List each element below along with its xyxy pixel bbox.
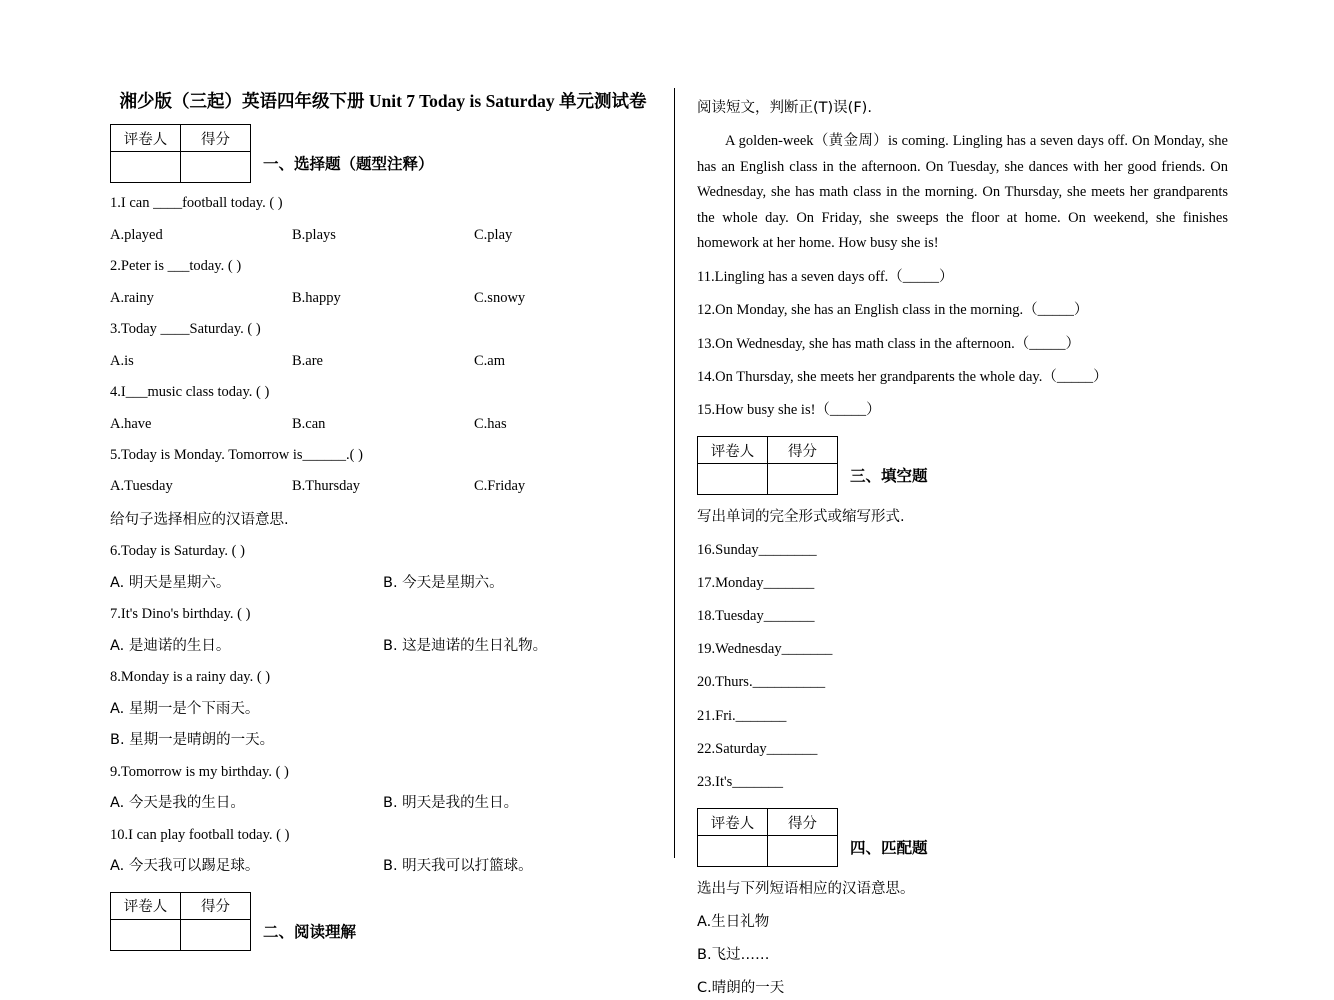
score-table bbox=[110, 124, 251, 183]
section-heading-three: 三、填空题 bbox=[850, 468, 928, 486]
score-block-section-four bbox=[697, 808, 1228, 867]
grader-value-cell[interactable] bbox=[698, 464, 768, 495]
question-9-option-a[interactable]: A. 今天是我的生日。 bbox=[110, 795, 245, 812]
score-label: 得分 bbox=[181, 892, 251, 919]
score-value-cell[interactable] bbox=[181, 919, 251, 950]
score-table bbox=[697, 436, 838, 495]
question-4-option-b[interactable]: B.can bbox=[292, 415, 326, 432]
fill-item-17[interactable]: 17.Monday_______ bbox=[697, 574, 815, 591]
question-8-option-a[interactable]: A. 星期一是个下雨天。 bbox=[110, 700, 260, 717]
score-label: 得分 bbox=[768, 437, 838, 464]
question-5-option-b[interactable]: B.Thursday bbox=[292, 478, 361, 495]
question-6-option-b[interactable]: B. 今天是星期六。 bbox=[383, 574, 504, 591]
grader-value-cell[interactable] bbox=[111, 919, 181, 950]
question-3-stem: 3.Today ____Saturday. ( ) bbox=[110, 321, 261, 338]
fill-item-20[interactable]: 20.Thurs.__________ bbox=[697, 674, 826, 691]
score-table bbox=[110, 892, 251, 951]
question-12[interactable]: 12.On Monday, she has an English class in the morning.（_____） bbox=[697, 302, 1089, 319]
column-divider bbox=[674, 88, 675, 858]
question-5-option-a[interactable]: A.Tuesday bbox=[110, 478, 173, 495]
question-2-stem: 2.Peter is ___today. ( ) bbox=[110, 258, 242, 275]
fill-item-21[interactable]: 21.Fri._______ bbox=[697, 707, 787, 724]
match-option-b[interactable]: B.飞过…… bbox=[697, 946, 770, 963]
question-5-option-c[interactable]: C.Friday bbox=[474, 478, 526, 495]
question-8-option-b[interactable]: B. 星期一是晴朗的一天。 bbox=[110, 732, 275, 749]
question-1-option-a[interactable]: A.played bbox=[110, 226, 163, 243]
question-4-stem: 4.I___music class today. ( ) bbox=[110, 384, 270, 401]
page-title: 湘少版（三起）英语四年级下册 Unit 7 Today is Saturday 单元测试卷 bbox=[119, 91, 647, 111]
grader-value-cell[interactable] bbox=[698, 836, 768, 867]
score-value-cell[interactable] bbox=[181, 152, 251, 183]
score-label: 得分 bbox=[181, 125, 251, 152]
question-10-option-b[interactable]: B. 明天我可以打篮球。 bbox=[383, 858, 533, 875]
question-6-stem: 6.Today is Saturday. ( ) bbox=[110, 543, 245, 560]
fill-item-19[interactable]: 19.Wednesday_______ bbox=[697, 641, 833, 658]
grader-label: 评卷人 bbox=[698, 437, 768, 464]
match-option-a[interactable]: A.生日礼物 bbox=[697, 913, 770, 930]
question-1-stem: 1.I can ____football today. ( ) bbox=[110, 195, 283, 212]
fill-item-18[interactable]: 18.Tuesday_______ bbox=[697, 608, 815, 625]
question-4-option-a[interactable]: A.have bbox=[110, 415, 152, 432]
right-column bbox=[683, 88, 1228, 1000]
question-10-stem: 10.I can play football today. ( ) bbox=[110, 826, 290, 843]
question-9-stem: 9.Tomorrow is my birthday. ( ) bbox=[110, 763, 289, 780]
question-10-option-a[interactable]: A. 今天我可以踢足球。 bbox=[110, 858, 260, 875]
question-9-options bbox=[110, 792, 656, 814]
question-1-options bbox=[110, 224, 656, 246]
reading-passage: A golden-week（黄金周）is coming. Lingling has a seven days off. On Monday, she has an English class in the afternoon. On Tuesday, she dances with her good friends. On Wednesday, she has math class in the morning. On Thursday, she meets her grandparents the whole day. On Friday, she sweeps the floor at home. On weekend, she finishes homework at her home. How busy she is! bbox=[697, 133, 1228, 251]
match-instruction: 选出与下列短语相应的汉语意思。 bbox=[697, 881, 915, 898]
question-2-option-b[interactable]: B.happy bbox=[292, 289, 341, 306]
question-3-option-b[interactable]: B.are bbox=[292, 352, 323, 369]
question-6-option-a[interactable]: A. 明天是星期六。 bbox=[110, 574, 231, 591]
grader-label: 评卷人 bbox=[111, 892, 181, 919]
two-column-body bbox=[110, 88, 1230, 1000]
grader-value-cell[interactable] bbox=[111, 152, 181, 183]
question-11[interactable]: 11.Lingling has a seven days off.（_____） bbox=[697, 269, 954, 286]
left-column bbox=[110, 88, 666, 959]
question-7-option-a[interactable]: A. 是迪诺的生日。 bbox=[110, 637, 231, 654]
fill-item-16[interactable]: 16.Sunday________ bbox=[697, 541, 817, 558]
grader-label: 评卷人 bbox=[698, 809, 768, 836]
section-heading-four: 四、匹配题 bbox=[850, 840, 928, 858]
question-4-option-c[interactable]: C.has bbox=[474, 415, 507, 432]
section-heading-two: 二、阅读理解 bbox=[263, 923, 357, 941]
question-7-options bbox=[110, 635, 656, 657]
question-1-option-c[interactable]: C.play bbox=[474, 226, 513, 243]
question-3-option-a[interactable]: A.is bbox=[110, 352, 134, 369]
match-option-c[interactable]: C.晴朗的一天 bbox=[697, 980, 785, 996]
question-8-stem: 8.Monday is a rainy day. ( ) bbox=[110, 669, 271, 686]
question-7-stem: 7.It's Dino's birthday. ( ) bbox=[110, 606, 251, 623]
score-block-section-two bbox=[110, 892, 656, 951]
question-10-options bbox=[110, 855, 656, 877]
question-2-option-c[interactable]: C.snowy bbox=[474, 289, 526, 306]
fill-item-22[interactable]: 22.Saturday_______ bbox=[697, 740, 818, 757]
reading-instruction: 阅读短文，判断正(T)误(F). bbox=[697, 100, 872, 116]
question-4-options bbox=[110, 413, 656, 435]
question-9-option-b[interactable]: B. 明天是我的生日。 bbox=[383, 795, 519, 812]
score-block-section-one bbox=[110, 124, 656, 183]
fill-item-23[interactable]: 23.It's_______ bbox=[697, 773, 783, 790]
question-7-option-b[interactable]: B. 这是迪诺的生日礼物。 bbox=[383, 637, 548, 654]
score-value-cell[interactable] bbox=[768, 464, 838, 495]
question-6-options bbox=[110, 572, 656, 594]
question-15[interactable]: 15.How busy she is!（_____） bbox=[697, 402, 881, 418]
chinese-meaning-instruction: 给句子选择相应的汉语意思. bbox=[110, 511, 289, 528]
question-3-option-c[interactable]: C.am bbox=[474, 352, 506, 369]
fill-instruction: 写出单词的完全形式或缩写形式. bbox=[697, 509, 905, 526]
score-label: 得分 bbox=[768, 809, 838, 836]
grader-label: 评卷人 bbox=[111, 125, 181, 152]
question-5-options bbox=[110, 475, 656, 497]
section-heading-one: 一、选择题（题型注释） bbox=[263, 156, 434, 174]
score-table bbox=[697, 808, 838, 867]
question-3-options bbox=[110, 350, 656, 372]
score-value-cell[interactable] bbox=[768, 836, 838, 867]
question-5-stem: 5.Today is Monday. Tomorrow is______.( ) bbox=[110, 447, 363, 463]
question-2-options bbox=[110, 287, 656, 309]
question-14[interactable]: 14.On Thursday, she meets her grandparents the whole day.（_____） bbox=[697, 368, 1108, 385]
score-block-section-three bbox=[697, 436, 1228, 495]
question-2-option-a[interactable]: A.rainy bbox=[110, 289, 154, 306]
question-13[interactable]: 13.On Wednesday, she has math class in the afternoon.（_____） bbox=[697, 335, 1081, 352]
question-1-option-b[interactable]: B.plays bbox=[292, 226, 336, 243]
